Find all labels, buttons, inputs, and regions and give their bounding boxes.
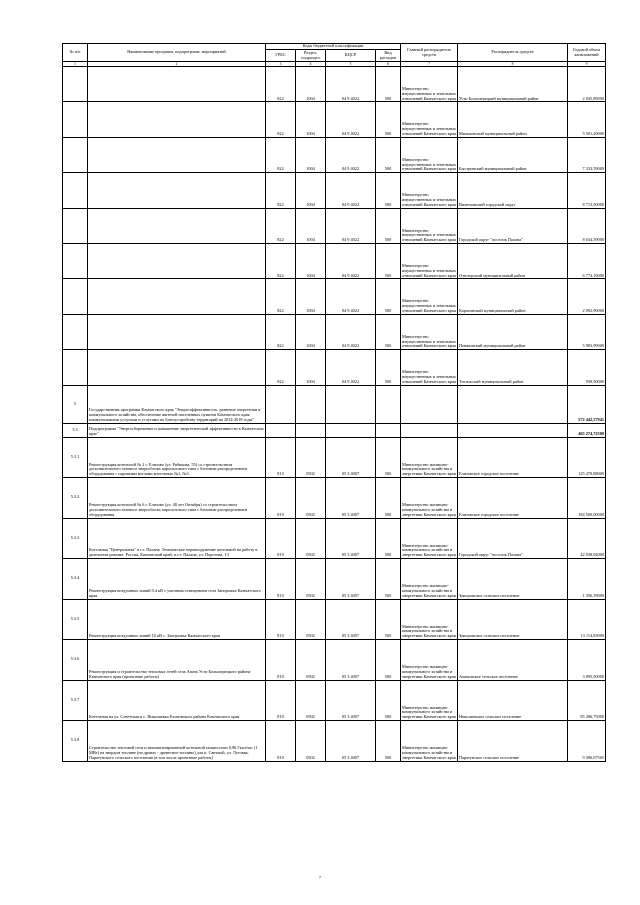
row-name: Котельная "Центральная" в г.т. Палана. Техническое перевооружение котельной на работу в дизельном режиме. Россия, Камчатский край, п.г.т. Палана, ул. Поротова, 13 <box>88 518 266 559</box>
row-grbs: 822 <box>266 314 296 349</box>
table-row <box>63 350 606 385</box>
row-amount: 9 396,07565 <box>568 721 606 762</box>
table-row <box>63 314 606 349</box>
table-row <box>63 559 606 600</box>
row-grbs: 822 <box>266 208 296 243</box>
program-no: 5 <box>63 385 88 423</box>
row-recipient: Министерство имущественных и земельных отношений Камчатского края <box>401 243 458 278</box>
col-section-header: Раздел, подраздел <box>296 50 326 62</box>
row-recipient: Министерство жилищно-коммунального хозяйства и энергетики Камчатского края <box>401 721 458 762</box>
subprogram-no: 5.3 <box>63 423 88 437</box>
row-kcsr: 04 9 4022 <box>326 173 376 208</box>
row-number: 5.3.2 <box>63 478 88 519</box>
table-row <box>63 243 606 278</box>
table-row <box>63 721 606 762</box>
row-name <box>88 279 266 314</box>
col-num: 3 <box>266 62 296 67</box>
row-kcsr: 05 3 4007 <box>326 437 376 478</box>
program-name: Государственная программа Камчатского края "Энергоэффективность, развитие энергетики и коммунального хозяйства, обеспечение жителей населенных пунктов Камчатского края коммунальными услугами и услугами по благоустройству территорий на 2014-2018 годы" <box>88 385 266 423</box>
row-number: 5.3.3 <box>63 518 88 559</box>
col-num: 7 <box>401 62 458 67</box>
row-recipient: Министерство имущественных и земельных отношений Камчатского края <box>401 67 458 102</box>
row-kcsr: 04 9 4022 <box>326 314 376 349</box>
row-name <box>88 173 266 208</box>
row-amount: 3 895,50000 <box>568 640 606 681</box>
row-kvr: 500 <box>376 173 401 208</box>
row-kvr: 500 <box>376 680 401 721</box>
row-kcsr: 05 3 4007 <box>326 640 376 681</box>
row-name: Реконструкция и строительство тепловых сетей села Апача Усть-Большерецкого района Камчатского края (проектные работы) <box>88 640 266 681</box>
row-amount: 5 501,20000 <box>568 102 606 137</box>
row-kcsr: 05 3 4007 <box>326 599 376 640</box>
row-kvr: 500 <box>376 350 401 385</box>
row-amount: 13 114,83000 <box>568 599 606 640</box>
row-spender: Усть-Большерецкий муниципальный район <box>458 67 568 102</box>
col-name-header: Наименование программ, подпрограмм, мероприятий <box>88 44 266 62</box>
row-kcsr: 05 3 4007 <box>326 518 376 559</box>
subprogram-amount: 465 274,72500 <box>568 423 606 437</box>
row-recipient: Министерство жилищно-коммунального хозяйства и энергетики Камчатского края <box>401 680 458 721</box>
row-recipient: Министерство имущественных и земельных отношений Камчатского края <box>401 173 458 208</box>
row-grbs: 822 <box>266 279 296 314</box>
col-num: 1 <box>63 62 88 67</box>
row-grbs: 822 <box>266 350 296 385</box>
row-name <box>88 350 266 385</box>
subprogram-row <box>63 423 606 437</box>
row-spender: Городской округ "поселок Палана" <box>458 208 568 243</box>
table-row <box>63 279 606 314</box>
row-spender: Запорожское сельское поселение <box>458 599 568 640</box>
row-name: Котельная на ул. Советская в с. Николаевка Елизовского района Камчатского края <box>88 680 266 721</box>
row-number: 5.3.4 <box>63 559 88 600</box>
table-row <box>63 102 606 137</box>
row-section: 1004 <box>296 314 326 349</box>
row-name <box>88 67 266 102</box>
row-section: 0502 <box>296 478 326 519</box>
row-section: 0502 <box>296 599 326 640</box>
row-grbs: 810 <box>266 559 296 600</box>
col-amount-header: Годовой объем капвложений <box>568 44 606 62</box>
row-grbs: 822 <box>266 67 296 102</box>
row-spender: Запорожское сельское поселение <box>458 559 568 600</box>
table-row <box>63 518 606 559</box>
row-spender: Олюторский муниципальный район <box>458 243 568 278</box>
row-section: 0502 <box>296 518 326 559</box>
table-row <box>63 640 606 681</box>
table-row <box>63 478 606 519</box>
row-number <box>63 279 88 314</box>
row-section: 1004 <box>296 243 326 278</box>
row-recipient: Министерство жилищно-коммунального хозяйства и энергетики Камчатского края <box>401 518 458 559</box>
row-amount: 1 356,59000 <box>568 559 606 600</box>
row-kvr: 500 <box>376 437 401 478</box>
row-kvr: 500 <box>376 721 401 762</box>
page-number: 7 <box>319 875 321 880</box>
row-recipient: Министерство имущественных и земельных отношений Камчатского края <box>401 314 458 349</box>
row-kcsr: 04 9 4022 <box>326 350 376 385</box>
row-section: 0502 <box>296 437 326 478</box>
row-amount: 6 774,10000 <box>568 243 606 278</box>
table-row <box>63 173 606 208</box>
row-kvr: 500 <box>376 137 401 172</box>
row-number <box>63 137 88 172</box>
row-spender: Городской округ "поселок Палана" <box>458 518 568 559</box>
row-section: 0502 <box>296 640 326 681</box>
row-kcsr: 04 9 4022 <box>326 279 376 314</box>
row-kvr: 500 <box>376 518 401 559</box>
row-section: 1004 <box>296 208 326 243</box>
row-spender: Николаевское сельское поселение <box>458 680 568 721</box>
table-row <box>63 680 606 721</box>
row-spender: Пенжинский муниципальный район <box>458 314 568 349</box>
row-kcsr: 05 3 4007 <box>326 559 376 600</box>
row-kvr: 500 <box>376 102 401 137</box>
row-number <box>63 173 88 208</box>
row-grbs: 822 <box>266 102 296 137</box>
row-number: 5.3.8 <box>63 721 88 762</box>
row-recipient: Министерство жилищно-коммунального хозяйства и энергетики Камчатского края <box>401 478 458 519</box>
row-section: 1004 <box>296 137 326 172</box>
row-section: 1004 <box>296 173 326 208</box>
row-kvr: 500 <box>376 208 401 243</box>
row-spender: Апачинское сельское поселение <box>458 640 568 681</box>
row-kcsr: 04 9 4022 <box>326 208 376 243</box>
row-kcsr: 05 3 4007 <box>326 721 376 762</box>
row-recipient: Министерство имущественных и земельных отношений Камчатского края <box>401 208 458 243</box>
col-num: 4 <box>296 62 326 67</box>
row-name: Реконструкция котельной № 6 г. Елизово (ул. 40 лет Октября) со строительством дополнительного газового энергоблока паросилового типа с блочным распределением оборудования <box>88 478 266 519</box>
capital-investment-table <box>62 43 606 762</box>
table-row <box>63 137 606 172</box>
row-recipient: Министерство имущественных и земельных отношений Камчатского края <box>401 279 458 314</box>
row-spender: Карагинский муниципальный район <box>458 279 568 314</box>
row-kvr: 500 <box>376 640 401 681</box>
row-amount: 42 038,94000 <box>568 518 606 559</box>
row-kcsr: 04 9 4022 <box>326 243 376 278</box>
col-num: 5 <box>326 62 376 67</box>
row-number <box>63 102 88 137</box>
table-row <box>63 208 606 243</box>
row-section: 0502 <box>296 559 326 600</box>
row-section: 1004 <box>296 279 326 314</box>
row-name: Реконструкция котельной № 2 г. Елизово (ул. Рябикова, 55) со строительством дополнительного газового энергоблока паросилового типа с блочным распределением оборудования с паровыми котлами котельных №1, №3 <box>88 437 266 478</box>
row-recipient: Министерство жилищно-коммунального хозяйства и энергетики Камчатского края <box>401 599 458 640</box>
subprogram-name: Подпрограмма "Энергосбережение и повышение энергетической эффективности в Камчатском крае" <box>88 423 266 437</box>
col-num: 8 <box>458 62 568 67</box>
row-spender: Паратунское сельское поселение <box>458 721 568 762</box>
row-section: 0502 <box>296 680 326 721</box>
col-spender-header: Распорядитель средств <box>458 44 568 62</box>
row-grbs: 810 <box>266 478 296 519</box>
col-num: 9 <box>568 62 606 67</box>
row-number <box>63 243 88 278</box>
row-number <box>63 314 88 349</box>
row-amount: 5 983,99000 <box>568 314 606 349</box>
row-spender: Тигильский муниципальный район <box>458 350 568 385</box>
row-kcsr: 05 3 4007 <box>326 478 376 519</box>
row-recipient: Министерство имущественных и земельных отношений Камчатского края <box>401 137 458 172</box>
row-kvr: 500 <box>376 279 401 314</box>
row-number: 5.3.6 <box>63 640 88 681</box>
row-spender: Мильковский муниципальный район <box>458 102 568 137</box>
row-kcsr: 04 9 4022 <box>326 102 376 137</box>
row-grbs: 822 <box>266 137 296 172</box>
col-recipient-header: Главный распорядитель средств <box>401 44 458 62</box>
row-number <box>63 350 88 385</box>
table-row <box>63 67 606 102</box>
row-grbs: 810 <box>266 680 296 721</box>
row-kcsr: 04 9 4022 <box>326 137 376 172</box>
col-no-header: № п/п <box>63 44 88 62</box>
row-spender: Вилючинский городской округ <box>458 173 568 208</box>
row-number <box>63 208 88 243</box>
row-recipient: Министерство имущественных и земельных отношений Камчатского края <box>401 102 458 137</box>
row-amount: 184 500,00000 <box>568 478 606 519</box>
row-name <box>88 137 266 172</box>
row-spender: Елизовское городское поселение <box>458 437 568 478</box>
row-name: Реконструкция воздушных линий 0,4 кВ с уличным освещением села Запорожье Камчатского края <box>88 559 266 600</box>
program-amount: 572 442,57941 <box>568 385 606 423</box>
row-amount: 939,50000 <box>568 350 606 385</box>
program-row <box>63 385 606 423</box>
table-row <box>63 599 606 640</box>
row-section: 1004 <box>296 350 326 385</box>
row-kvr: 500 <box>376 559 401 600</box>
row-grbs: 810 <box>266 721 296 762</box>
row-name <box>88 243 266 278</box>
program-section <box>63 385 606 437</box>
row-number: 5.3.7 <box>63 680 88 721</box>
row-name <box>88 314 266 349</box>
row-grbs: 822 <box>266 243 296 278</box>
row-section: 1004 <box>296 102 326 137</box>
row-number <box>63 67 88 102</box>
row-recipient: Министерство жилищно-коммунального хозяйства и энергетики Камчатского края <box>401 559 458 600</box>
row-kcsr: 05 3 4007 <box>326 680 376 721</box>
row-recipient: Министерство жилищно-коммунального хозяйства и энергетики Камчатского края <box>401 437 458 478</box>
row-spender: Быстринский муниципальный район <box>458 137 568 172</box>
col-grbs-header: ГРБС <box>266 50 296 62</box>
row-amount: 2 045,89000 <box>568 67 606 102</box>
table-body-upper <box>63 67 606 386</box>
row-kcsr: 04 9 4022 <box>326 67 376 102</box>
row-amount: 2 092,90000 <box>568 279 606 314</box>
row-grbs: 810 <box>266 518 296 559</box>
row-kvr: 500 <box>376 599 401 640</box>
col-num: 2 <box>88 62 266 67</box>
row-recipient: Министерство жилищно-коммунального хозяйства и энергетики Камчатского края <box>401 640 458 681</box>
row-number: 5.3.5 <box>63 599 88 640</box>
row-grbs: 810 <box>266 640 296 681</box>
row-spender: Елизовское городское поселение <box>458 478 568 519</box>
col-codes-header: Коды бюджетной классификации <box>266 44 401 50</box>
col-kvr-header: Вид расходов <box>376 50 401 62</box>
row-number: 5.3.1 <box>63 437 88 478</box>
row-amount: 125 470,88000 <box>568 437 606 478</box>
row-kvr: 500 <box>376 314 401 349</box>
row-recipient: Министерство имущественных и земельных отношений Камчатского края <box>401 350 458 385</box>
table-row <box>63 437 606 478</box>
row-amount: 85 286,75000 <box>568 680 606 721</box>
row-name <box>88 208 266 243</box>
row-name <box>88 102 266 137</box>
table-body-lower <box>63 437 606 761</box>
row-amount: 7 333,59000 <box>568 137 606 172</box>
row-kvr: 500 <box>376 67 401 102</box>
row-name: Строительство тепловой сети и автоматизированной котельной мощностью 0,96 Гкал/час (1 МВт) на твердом топливе (на дровах - древесное топливо) для п. Светлый, ул. Луговая, Паратунского сельского поселения (в том числе проектные работы) <box>88 721 266 762</box>
row-amount: 8 713,50000 <box>568 173 606 208</box>
row-grbs: 810 <box>266 437 296 478</box>
row-grbs: 822 <box>266 173 296 208</box>
col-num: 6 <box>376 62 401 67</box>
row-section: 0502 <box>296 721 326 762</box>
row-kvr: 500 <box>376 478 401 519</box>
row-kvr: 500 <box>376 243 401 278</box>
row-section: 1004 <box>296 67 326 102</box>
row-amount: 8 634,59000 <box>568 208 606 243</box>
row-name: Реконструкция воздушных линий 10 кВ с. Запорожье Камчатского края <box>88 599 266 640</box>
row-grbs: 810 <box>266 599 296 640</box>
col-kcsr-header: КЦСР <box>326 50 376 62</box>
